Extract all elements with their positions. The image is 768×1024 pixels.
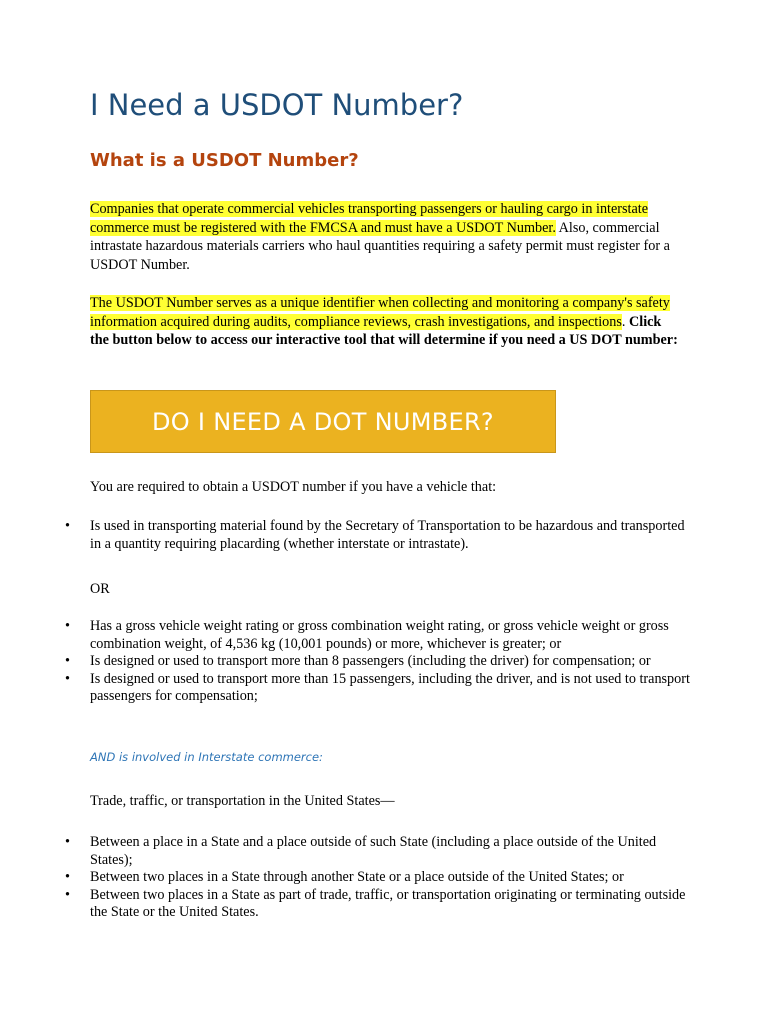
list-item-text: Between two places in a State through another State or a place outside of the United States; or bbox=[90, 869, 624, 885]
do-i-need-dot-number-button[interactable]: DO I NEED A DOT NUMBER? bbox=[90, 390, 556, 453]
or-separator: OR bbox=[90, 581, 110, 597]
list-item bbox=[65, 518, 690, 553]
paragraph-text: Also, commercial intrastate hazardous materials carriers who haul quantities requiring a safety permit must register for a USDOT Number. bbox=[90, 219, 670, 273]
identifier-paragraph bbox=[90, 294, 680, 350]
list-item bbox=[65, 618, 690, 653]
list-item-text: Between a place in a State and a place outside of such State (including a place outside of the United States); bbox=[90, 834, 657, 868]
list-item-text: Between two places in a State as part of trade, traffic, or transportation originating or terminating outside the State or the United States. bbox=[90, 886, 686, 920]
paragraph-period: . bbox=[621, 313, 626, 330]
trade-definition: Trade, traffic, or transportation in the United States— bbox=[90, 793, 395, 809]
list-item-text: Is designed or used to transport more than 8 passengers (including the driver) for compensation; or bbox=[90, 653, 651, 669]
list-item bbox=[65, 653, 690, 671]
bullet-icon: • bbox=[65, 618, 70, 634]
bullet-icon: • bbox=[65, 670, 70, 687]
bullet-icon: • bbox=[65, 653, 70, 669]
highlighted-text: Companies that operate commercial vehicles transporting passengers or hauling cargo in interstate commerce must be registered with the FMCSA and must have a USDOT Number. bbox=[90, 201, 648, 236]
section-subtitle: What is a USDOT Number? bbox=[90, 150, 359, 171]
interstate-note: AND is involved in Interstate commerce: bbox=[90, 750, 323, 764]
list-item bbox=[65, 869, 690, 887]
bullet-list-vehicle-criteria bbox=[65, 618, 690, 706]
bullet-icon: • bbox=[65, 886, 70, 903]
list-item-text: Is used in transporting material found by the Secretary of Transportation to be hazardous and transported in a quantity requiring placarding (whether interstate or intrastate). bbox=[90, 518, 685, 552]
page-title: I Need a USDOT Number? bbox=[90, 88, 464, 122]
bullet-icon: • bbox=[65, 518, 70, 534]
list-item bbox=[65, 834, 690, 869]
bullet-list-hazmat bbox=[65, 518, 690, 553]
bullet-list-commerce bbox=[65, 834, 690, 922]
bullet-icon: • bbox=[65, 869, 70, 885]
requirement-intro: You are required to obtain a USDOT number if you have a vehicle that: bbox=[90, 479, 497, 495]
intro-paragraph bbox=[90, 200, 680, 274]
list-item-text: Is designed or used to transport more than 15 passengers, including the driver, and is not used to transport passengers for compensation; bbox=[90, 670, 690, 704]
bold-instruction: Click the button below to access our interactive tool that will determine if you need a US DOT number: bbox=[90, 313, 678, 348]
bullet-icon: • bbox=[65, 834, 70, 850]
list-item bbox=[65, 670, 690, 706]
list-item bbox=[65, 886, 690, 922]
list-item-text: Has a gross vehicle weight rating or gross combination weight rating, or gross vehicle weight or gross combination weight, of 4,536 kg (10,001 pounds) or more, whichever is greater; or bbox=[90, 618, 669, 652]
highlighted-text: The USDOT Number serves as a unique identifier when collecting and monitoring a company's safety information acquired during audits, compliance reviews, crash investigations, and inspections bbox=[90, 295, 670, 330]
